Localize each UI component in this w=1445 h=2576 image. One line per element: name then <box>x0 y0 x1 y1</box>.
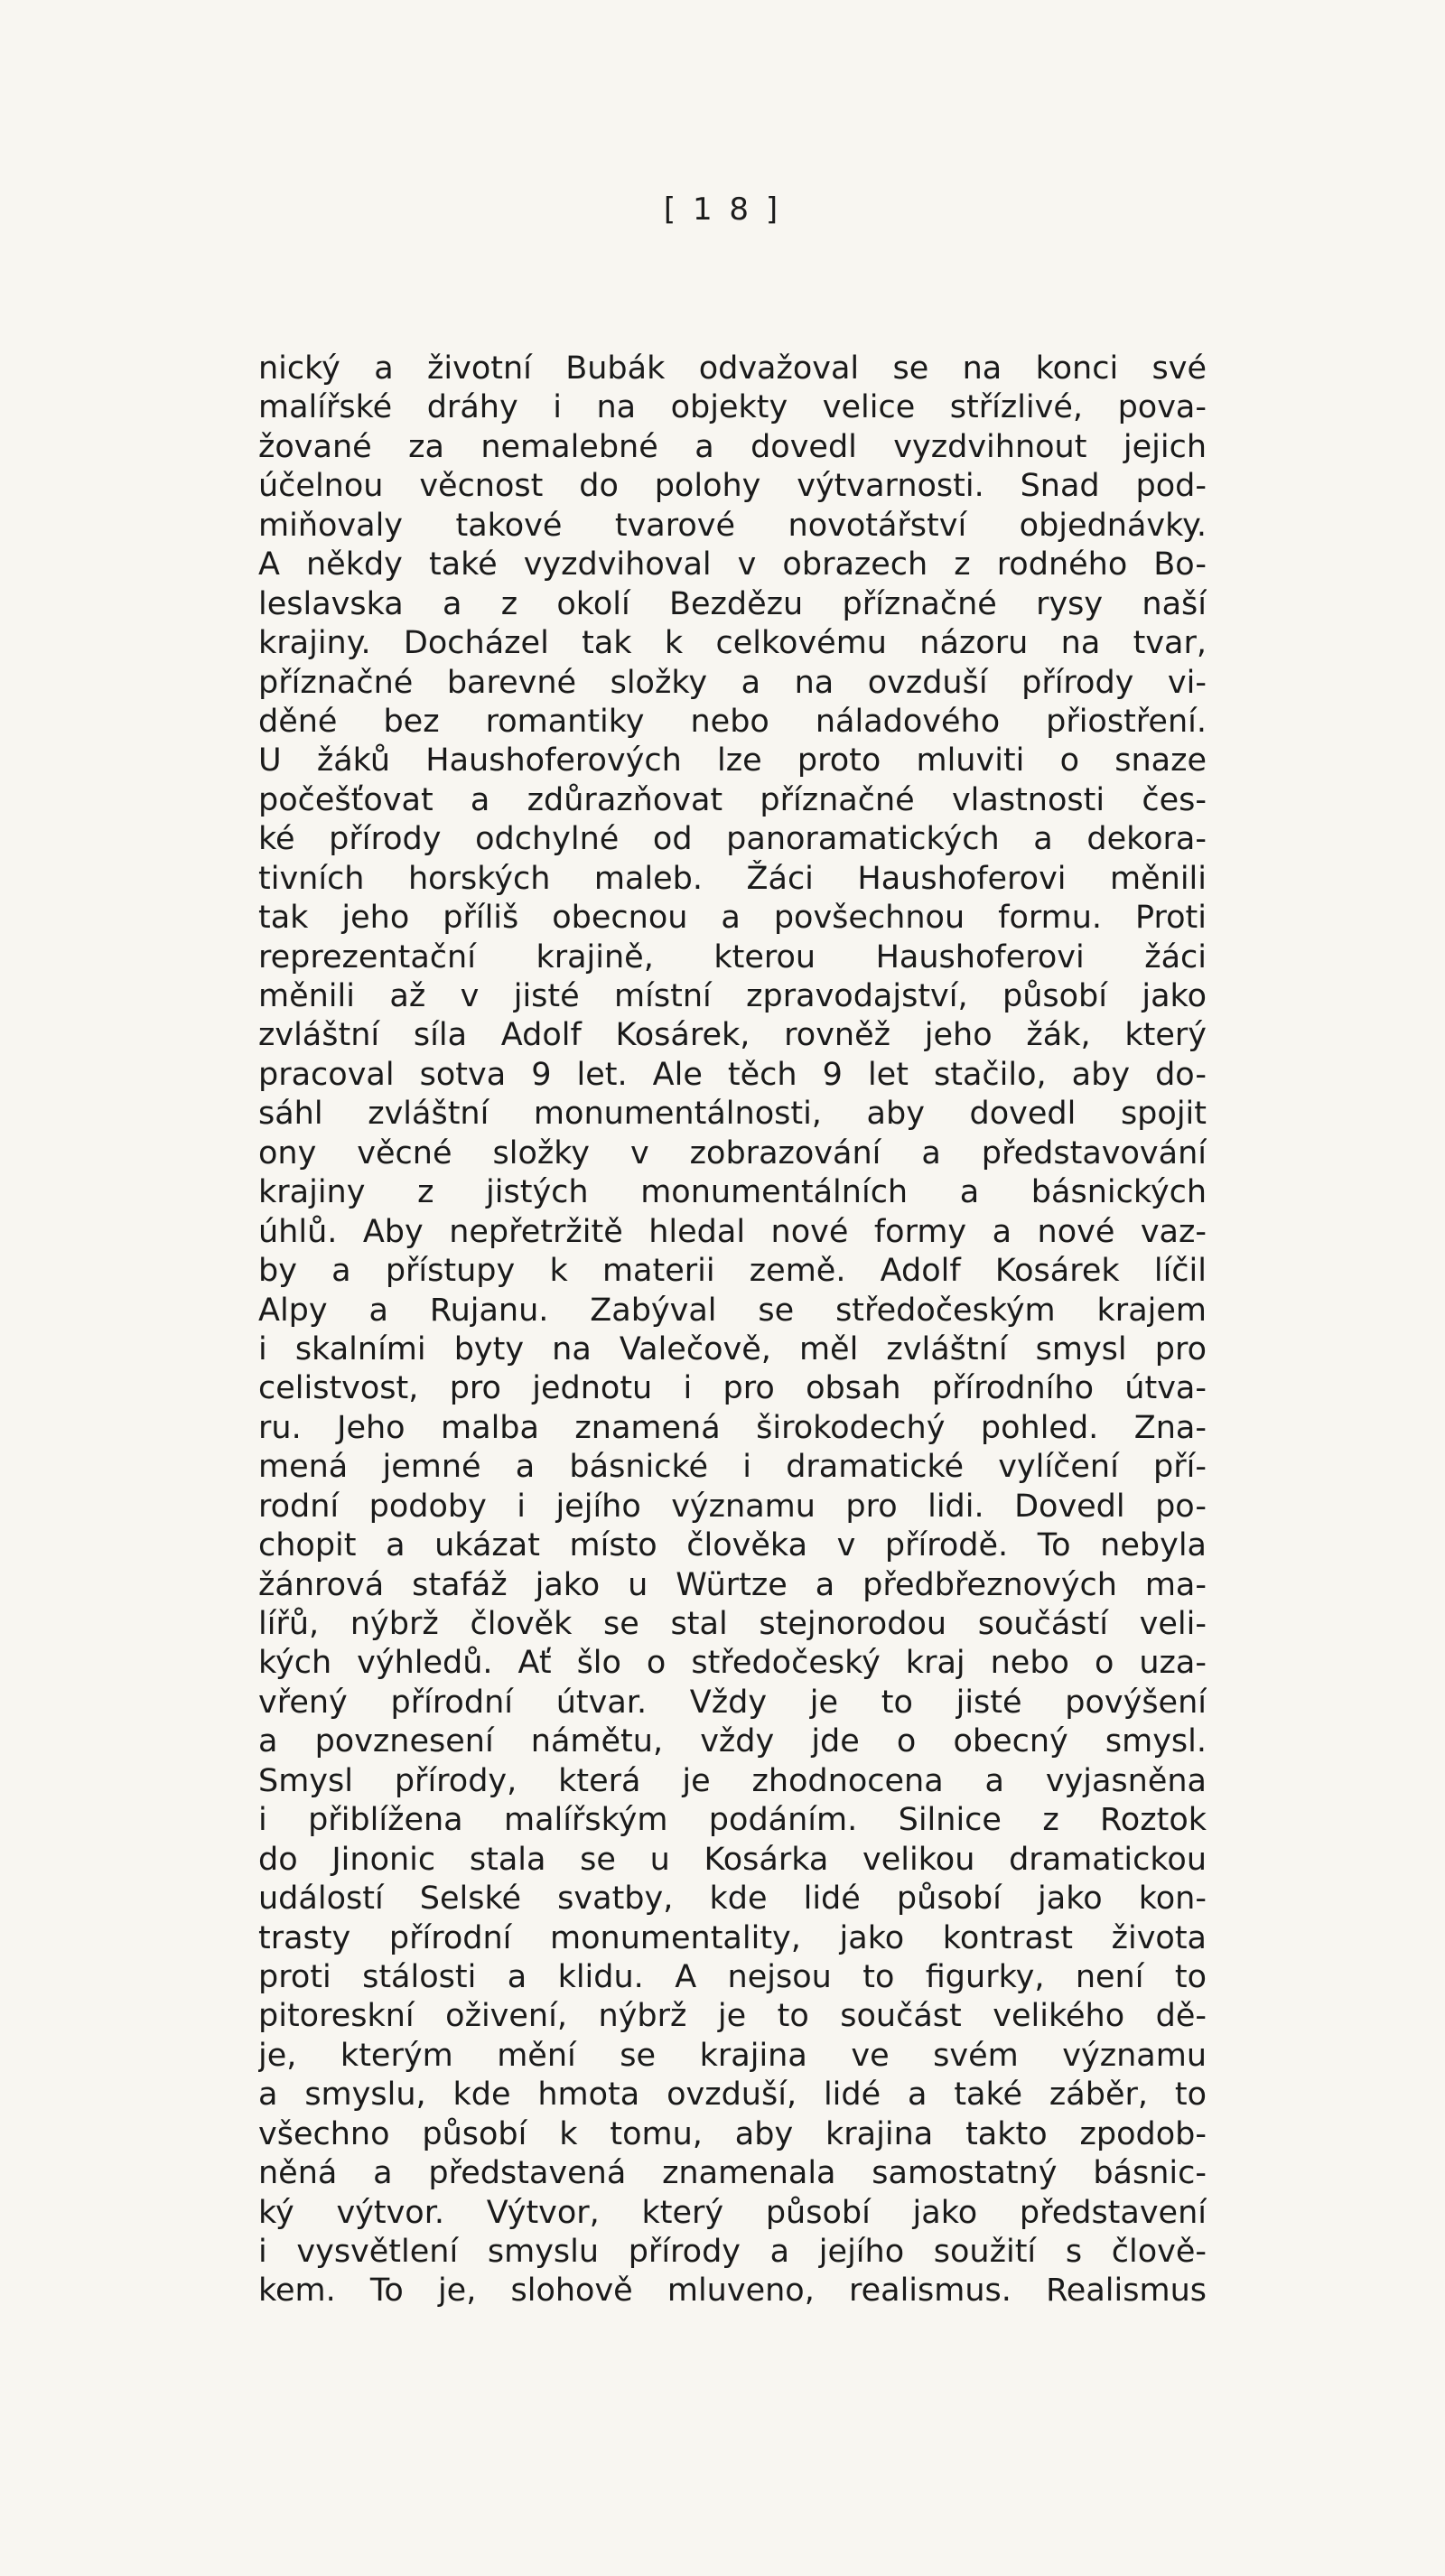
page-number: [ 1 8 ] <box>663 191 782 228</box>
text-line: i skalními byty na Valečově, měl zvláštní smysl pro <box>258 1330 1207 1367</box>
text-line: malířské dráhy i na objekty velice střízlivé, pova- <box>258 389 1207 426</box>
text-line: celistvost, pro jednotu i pro obsah přírodního útva- <box>258 1370 1207 1407</box>
text-line: krajiny. Docházel tak k celkovému názoru na tvar, <box>258 625 1207 662</box>
text-line: nický a životní Bubák odvažoval se na konci své <box>258 350 1207 387</box>
text-line: sáhl zvláštní monumentálnosti, aby dovedl spojit <box>258 1096 1207 1133</box>
body-text <box>258 350 1207 2311</box>
text-line: žované za nemalebné a dovedl vyzdvihnout jejich <box>258 428 1207 465</box>
text-line: něná a představená znamenala samostatný básnic- <box>258 2155 1207 2192</box>
text-line: Alpy a Rujanu. Zabýval se středočeským krajem <box>258 1292 1207 1329</box>
text-line: tak jeho příliš obecnou a povšechnou formu. Proti <box>258 900 1207 937</box>
text-line: rodní podoby i jejího významu pro lidi. Dovedl po- <box>258 1488 1207 1525</box>
text-line: ru. Jeho malba znamená širokodechý pohled. Zna- <box>258 1409 1207 1446</box>
text-line: A někdy také vyzdvihoval v obrazech z rodného Bo- <box>258 546 1207 583</box>
text-line: všechno působí k tomu, aby krajina takto zpodob- <box>258 2115 1207 2152</box>
text-line: pracoval sotva 9 let. Ale těch 9 let stačilo, aby do- <box>258 1056 1207 1093</box>
text-line: miňovaly takové tvarové novotářství objednávky. <box>258 507 1207 544</box>
text-line: mená jemné a básnické i dramatické vylíčení pří- <box>258 1449 1207 1486</box>
text-line: reprezentační krajině, kterou Haushoferovi žáci <box>258 938 1207 975</box>
text-line: ony věcné složky v zobrazování a představování <box>258 1134 1207 1171</box>
text-line: je, kterým mění se krajina ve svém významu <box>258 2037 1207 2074</box>
text-line: příznačné barevné složky a na ovzduší přírody vi- <box>258 664 1207 701</box>
text-line: krajiny z jistých monumentálních a básnických <box>258 1174 1207 1211</box>
text-line: vřený přírodní útvar. Vždy je to jisté povýšení <box>258 1684 1207 1721</box>
text-line: lířů, nýbrž člověk se stal stejnorodou součástí veli- <box>258 1606 1207 1642</box>
text-line: leslavska a z okolí Bezdězu příznačné rysy naší <box>258 585 1207 622</box>
text-line: měnili až v jisté místní zpravodajství, působí jako <box>258 978 1207 1014</box>
text-line: kých výhledů. Ať šlo o středočeský kraj nebo o uza- <box>258 1645 1207 1682</box>
text-line: děné bez romantiky nebo náladového přiostření. <box>258 703 1207 740</box>
text-line: úhlů. Aby nepřetržitě hledal nové formy a nové vaz- <box>258 1213 1207 1250</box>
text-line: a smyslu, kde hmota ovzduší, lidé a také záběr, to <box>258 2077 1207 2114</box>
text-line: trasty přírodní monumentality, jako kontrast života <box>258 1919 1207 1956</box>
text-line: Smysl přírody, která je zhodnocena a vyjasněna <box>258 1762 1207 1799</box>
text-line: zvláštní síla Adolf Kosárek, rovněž jeho žák, který <box>258 1017 1207 1054</box>
text-line: i vysvětlení smyslu přírody a jejího soužití s člově- <box>258 2234 1207 2270</box>
text-line: žánrová stafáž jako u Würtze a předbřeznových ma- <box>258 1566 1207 1603</box>
text-line: proti stálosti a klidu. A nejsou to figurky, není to <box>258 1958 1207 1995</box>
text-line: ký výtvor. Výtvor, který působí jako představení <box>258 2194 1207 2231</box>
text-line: do Jinonic stala se u Kosárka velikou dramatickou <box>258 1841 1207 1878</box>
text-line: ké přírody odchylné od panoramatických a dekora- <box>258 821 1207 858</box>
text-line: a povznesení námětu, vždy jde o obecný smysl. <box>258 1723 1207 1760</box>
text-line: U žáků Haushoferových lze proto mluviti o snaze <box>258 742 1207 779</box>
text-line: kem. To je, slohově mluveno, realismus. Realismus <box>258 2273 1207 2310</box>
text-line: i přiblížena malířským podáním. Silnice z Roztok <box>258 1802 1207 1839</box>
text-line: účelnou věcnost do polohy výtvarnosti. Snad pod- <box>258 468 1207 505</box>
text-line: událostí Selské svatby, kde lidé působí jako kon- <box>258 1881 1207 1918</box>
text-line: chopit a ukázat místo člověka v přírodě. To nebyla <box>258 1527 1207 1564</box>
text-line: tivních horských maleb. Žáci Haushoferovi měnili <box>258 860 1207 897</box>
text-line: počešťovat a zdůrazňovat příznačné vlastnosti čes- <box>258 781 1207 818</box>
text-line: pitoreskní oživení, nýbrž je to součást velikého dě- <box>258 1998 1207 2035</box>
text-line: by a přístupy k materii země. Adolf Kosárek líčil <box>258 1253 1207 1290</box>
